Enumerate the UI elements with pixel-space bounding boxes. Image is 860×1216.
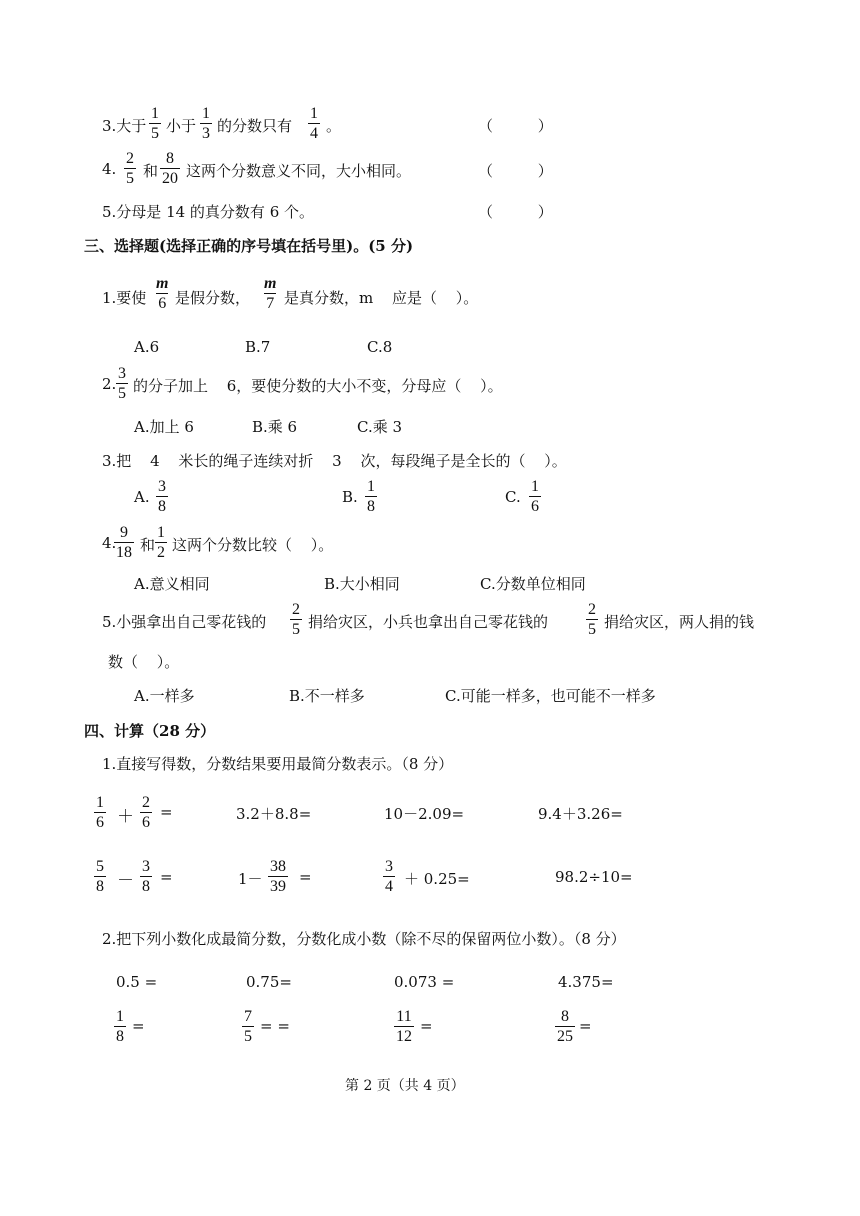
calc-item: 9.4＋3.26= xyxy=(538,805,623,823)
fraction: $\frac{2}{5}$ xyxy=(588,601,596,638)
page-footer: 第 2 页（共 4 页） xyxy=(345,1078,465,1094)
fraction: $\frac{3}{8}$ xyxy=(142,858,150,895)
fraction: $\frac{8}{20}$ xyxy=(162,150,178,187)
fraction: $\frac{1}{4}$ xyxy=(310,105,318,142)
option-b[interactable]: B.不一样多 xyxy=(289,687,365,705)
equals: = xyxy=(132,1017,145,1035)
s3-q4-mid: 和 xyxy=(140,536,156,554)
judge-q5: 5.分母是 14 的真分数有 6 个。 xyxy=(102,203,315,221)
answer-paren[interactable]: （ ） xyxy=(478,117,553,135)
fraction: $\frac{7}{5}$ xyxy=(244,1008,252,1045)
fraction: $\frac{2}{6}$ xyxy=(142,794,150,831)
calc-item: 4.375= xyxy=(558,973,614,991)
option-b[interactable]: B.7 xyxy=(245,338,271,356)
judge-q4-post: 这两个分数意义不同，大小相同。 xyxy=(186,162,412,180)
operator: － xyxy=(117,871,134,891)
answer-paren[interactable]: （ ） xyxy=(478,162,553,180)
fraction: $\frac{1}{6}$ xyxy=(531,478,539,515)
calc-item: 0.75= xyxy=(246,973,292,991)
option-c[interactable]: C.分数单位相同 xyxy=(480,575,586,593)
option-a[interactable]: A.6 xyxy=(134,338,160,356)
fraction: $\frac{1}{8}$ xyxy=(116,1008,124,1045)
fraction: $\frac{1}{6}$ xyxy=(96,794,104,831)
calc-item: 3.2＋8.8= xyxy=(236,805,312,823)
judge-q4-mid: 和 xyxy=(143,162,159,180)
option-b[interactable]: B.大小相同 xyxy=(324,575,400,593)
option-c[interactable]: C.乘 3 xyxy=(357,418,403,436)
option-c[interactable]: C. xyxy=(505,488,521,506)
calc-item: 10－2.09= xyxy=(384,805,465,823)
fraction: $\frac{m}{6}$ xyxy=(156,275,169,312)
answer-paren[interactable]: （ ） xyxy=(478,203,553,221)
calc-item: 0.5 = xyxy=(116,973,158,991)
fraction: $\frac{9}{18}$ xyxy=(116,524,132,561)
option-b[interactable]: B.乘 6 xyxy=(252,418,298,436)
fraction: $\frac{5}{8}$ xyxy=(96,858,104,895)
option-c[interactable]: C.可能一样多，也可能不一样多 xyxy=(445,687,656,705)
equals: = xyxy=(579,1017,592,1035)
option-a[interactable]: A. xyxy=(134,488,150,506)
s3-q5-pre: 5.小强拿出自己零花钱的 xyxy=(102,613,267,631)
fraction: $\frac{2}{5}$ xyxy=(292,601,300,638)
judge-q3-mid2: 的分数只有 xyxy=(217,117,293,135)
option-a[interactable]: A.加上 6 xyxy=(134,418,194,436)
fraction: $\frac{8}{25}$ xyxy=(557,1008,573,1045)
fraction: $\frac{3}{4}$ xyxy=(385,858,393,895)
s3-q2-pre: 2. xyxy=(102,375,117,393)
s3-q4-post: 这两个分数比较（ ）。 xyxy=(172,536,334,554)
calc-item: 98.2÷10= xyxy=(555,868,633,886)
equals: = xyxy=(420,1017,433,1035)
s3-q1-mid: 是假分数， xyxy=(175,289,251,307)
s4-q1-title: 1.直接写得数，分数结果要用最简分数表示。（8 分） xyxy=(102,755,454,773)
equals: = = xyxy=(260,1017,290,1035)
section4-title: 四、计算（28 分） xyxy=(84,722,216,740)
calc-item: 1－ xyxy=(238,870,263,888)
s3-q3-text: 3.把 4 米长的绳子连续对折 3 次，每段绳子是全长的（ ）。 xyxy=(102,452,567,470)
judge-q3-mid: 小于 xyxy=(166,117,197,135)
fraction: $\frac{3}{8}$ xyxy=(158,478,166,515)
calc-item: ＋ 0.25= xyxy=(404,870,470,888)
s3-q2-post: 的分子加上 6，要使分数的大小不变，分母应（ ）。 xyxy=(133,377,503,395)
equals: = xyxy=(160,868,173,886)
s3-q4-pre: 4. xyxy=(102,534,117,552)
fraction: $\frac{1}{8}$ xyxy=(367,478,375,515)
fraction: $\frac{1}{5}$ xyxy=(151,105,159,142)
judge-q3-pre: 3.大于 xyxy=(102,117,147,135)
option-b[interactable]: B. xyxy=(342,488,358,506)
s3-q5-mid: 捐给灾区，小兵也拿出自己零花钱的 xyxy=(308,613,549,631)
section3-title: 三、选择题(选择正确的序号填在括号里)。(5 分) xyxy=(84,237,414,255)
fraction: $\frac{2}{5}$ xyxy=(126,150,134,187)
option-c[interactable]: C.8 xyxy=(367,338,393,356)
equals: = xyxy=(299,868,312,886)
s4-q2-title: 2.把下列小数化成最简分数，分数化成小数（除不尽的保留两位小数）。（8 分） xyxy=(102,930,626,948)
s3-q5-line2: 数（ ）。 xyxy=(108,653,180,671)
s3-q5-post: 捐给灾区，两人捐的钱 xyxy=(604,613,755,631)
option-a[interactable]: A.一样多 xyxy=(134,687,195,705)
fraction: $\frac{1}{3}$ xyxy=(202,105,210,142)
judge-q3-post: 。 xyxy=(326,117,342,135)
s3-q1-post: 是真分数，m 应是（ ）。 xyxy=(284,289,479,307)
fraction: $\frac{1}{2}$ xyxy=(157,524,165,561)
operator: ＋ xyxy=(117,807,134,827)
option-a[interactable]: A.意义相同 xyxy=(134,575,210,593)
s3-q1-pre: 1.要使 xyxy=(102,289,147,307)
fraction: $\frac{11}{12}$ xyxy=(396,1008,412,1045)
fraction: $\frac{38}{39}$ xyxy=(270,858,286,895)
fraction: $\frac{m}{7}$ xyxy=(264,275,277,312)
judge-q4-pre: 4. xyxy=(102,160,117,178)
fraction: $\frac{3}{5}$ xyxy=(118,365,126,402)
calc-item: 0.073 = xyxy=(394,973,455,991)
equals: = xyxy=(160,803,173,821)
